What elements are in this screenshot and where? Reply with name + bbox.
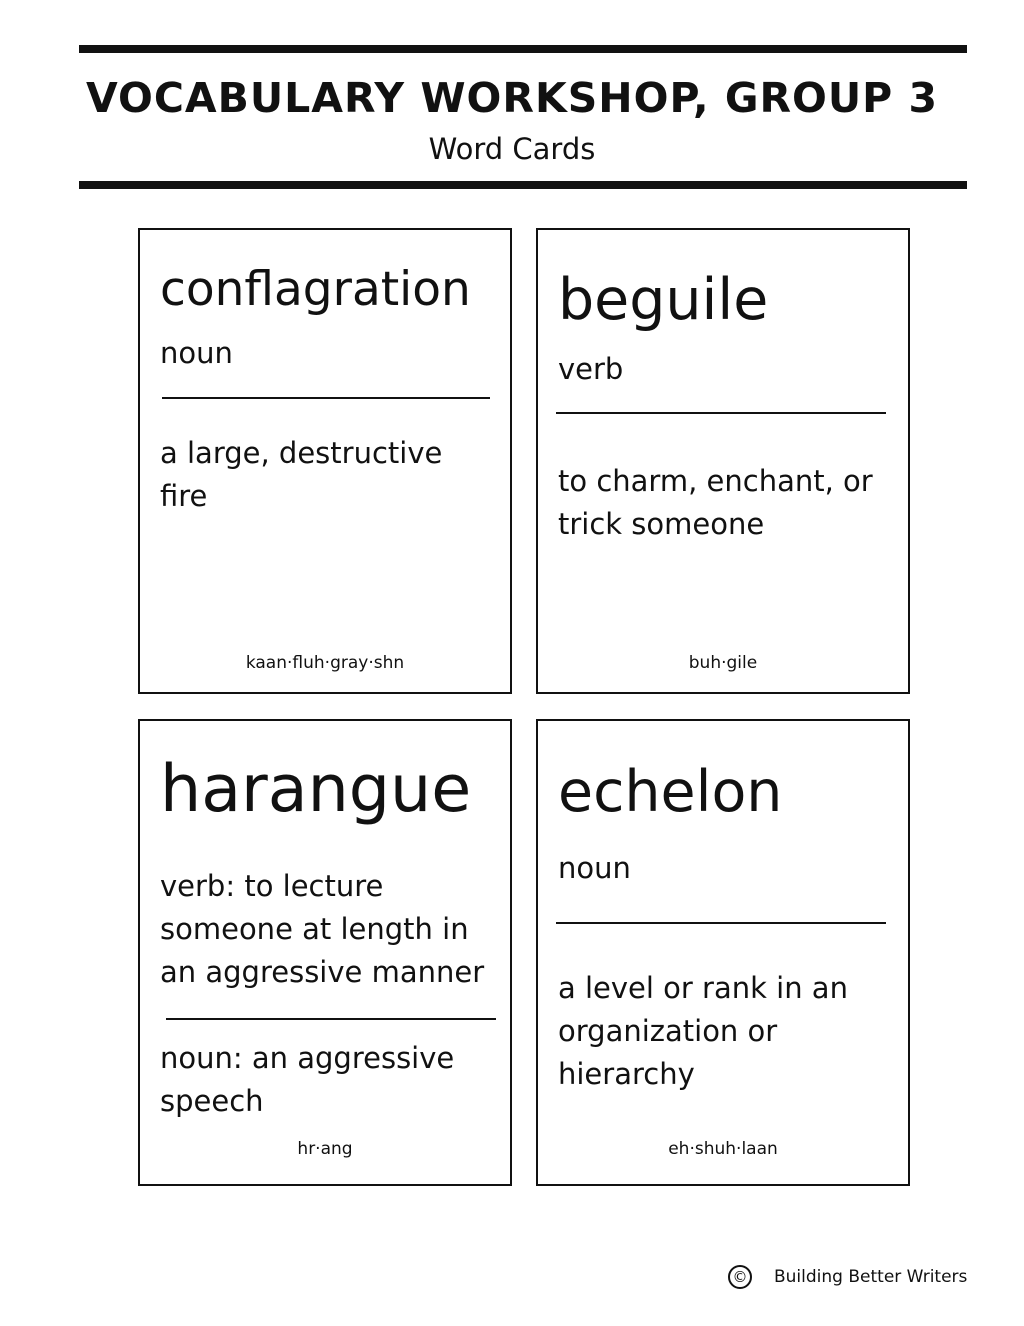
card-definition-verb: verb: to lecture someone at length in an aggressive manner <box>160 869 485 989</box>
header-rule-top <box>79 45 967 53</box>
card-divider <box>162 397 490 399</box>
word-card-harangue <box>138 719 512 1186</box>
card-definition: to charm, enchant, or trick someone <box>558 464 873 541</box>
card-definition: a large, destructive fire <box>160 436 443 513</box>
card-part-of-speech: noun <box>558 851 631 885</box>
card-pronunciation: kaan·fluh·gray·shn <box>245 653 405 673</box>
card-word: harangue <box>160 752 472 827</box>
header-rule-bottom <box>79 181 967 189</box>
word-card-echelon <box>536 719 910 1186</box>
card-definition-noun: noun: an aggressive speech <box>160 1041 455 1118</box>
page-title: VOCABULARY WORKSHOP, GROUP 3 <box>85 74 939 122</box>
card-pronunciation: hr·ang <box>297 1139 353 1159</box>
card-word: echelon <box>558 759 783 825</box>
footer-credit <box>728 1265 988 1295</box>
card-pronunciation: eh·shuh·laan <box>668 1139 778 1159</box>
card-definition: a level or rank in an organization or hierarchy <box>558 971 848 1091</box>
card-divider <box>556 922 886 924</box>
page-subtitle: Word Cards <box>428 132 596 166</box>
card-pronunciation: buh·gile <box>688 653 758 673</box>
footer-credit-text: Building Better Writers <box>774 1267 968 1287</box>
card-divider <box>166 1018 496 1020</box>
word-card-conflagration <box>138 228 512 694</box>
card-divider <box>556 412 886 414</box>
card-part-of-speech: verb <box>558 352 624 386</box>
card-word: beguile <box>558 267 769 333</box>
word-card-beguile <box>536 228 910 694</box>
card-part-of-speech: noun <box>160 336 233 370</box>
copyright-icon: © <box>728 1265 752 1289</box>
card-word: conflagration <box>160 262 471 317</box>
